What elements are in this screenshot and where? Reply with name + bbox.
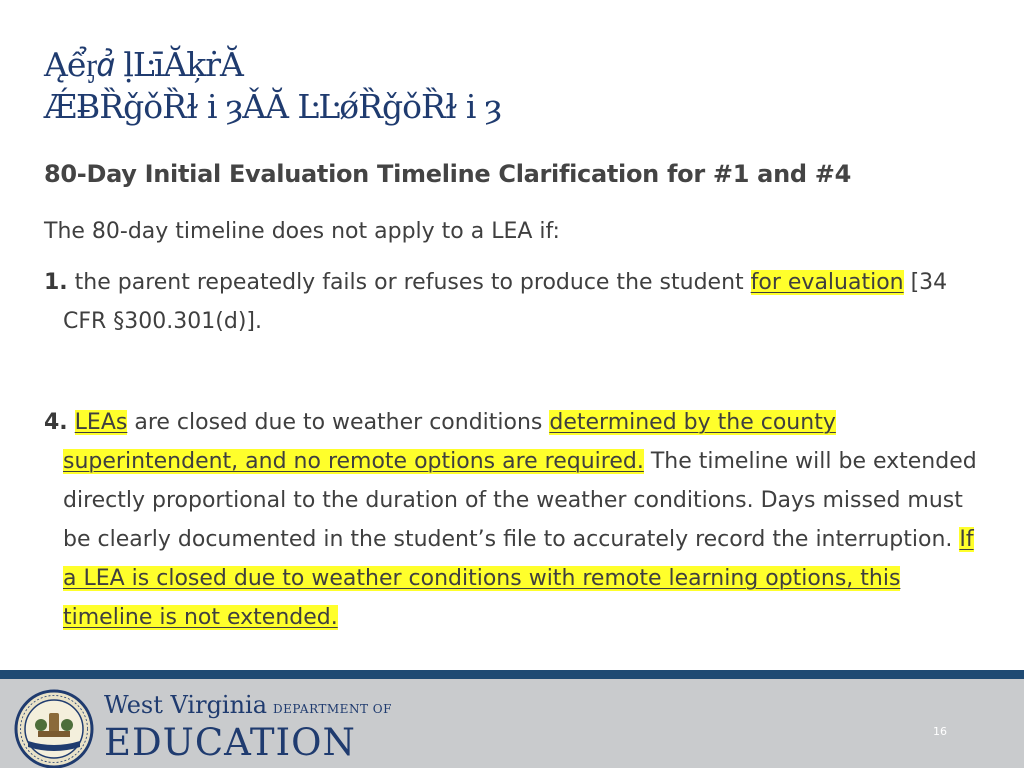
logo-education: EDUCATION [104,721,356,764]
item-number: 1. [44,270,68,295]
logo-department: DEPARTMENT OF [273,702,392,716]
item-number: 4. [44,410,68,435]
footer [0,679,1024,768]
list-item-4 [44,403,984,637]
citation-text: [34 CFR §300.301(d)]. [63,270,948,334]
list-item-1 [44,263,984,341]
highlighted-text: LEAs [74,410,128,435]
item-text: The timeline will be extended directly proportional to the duration of the weather conditions. Days missed must be clearly documented in the student’s file to accurately record the interruption. [63,449,977,552]
highlighted-text: If a LEA is closed due to weather conditions with remote learning options, this timeline is not extended. [63,527,974,630]
intro-text: The 80-day timeline does not apply to a LEA if: [44,219,560,244]
logo-state-name: West Virginia [104,691,268,719]
wvde-logo [104,691,392,763]
page-number: 16 [933,725,947,738]
slide-subtitle: 80-Day Initial Evaluation Timeline Clarification for #1 and #4 [44,160,852,188]
state-seal-icon [14,689,94,768]
highlighted-text: determined by the county superintendent, and no remote options are required. [63,410,836,474]
slide-body [44,212,984,637]
footer-accent-bar [0,670,1024,679]
highlighted-text: for evaluation [750,270,904,295]
item-text: the parent repeatedly fails or refuses to produce the student [67,270,751,295]
item-text: are closed due to weather conditions [127,410,550,435]
slide-title: Ąểᶉꞻ ḷĿīĂķṙĂ ǼɃȐǧǒȐɫ i ȝǍĂ ĿĿǿȐǧǒȐɫ i ȝ [44,45,502,126]
